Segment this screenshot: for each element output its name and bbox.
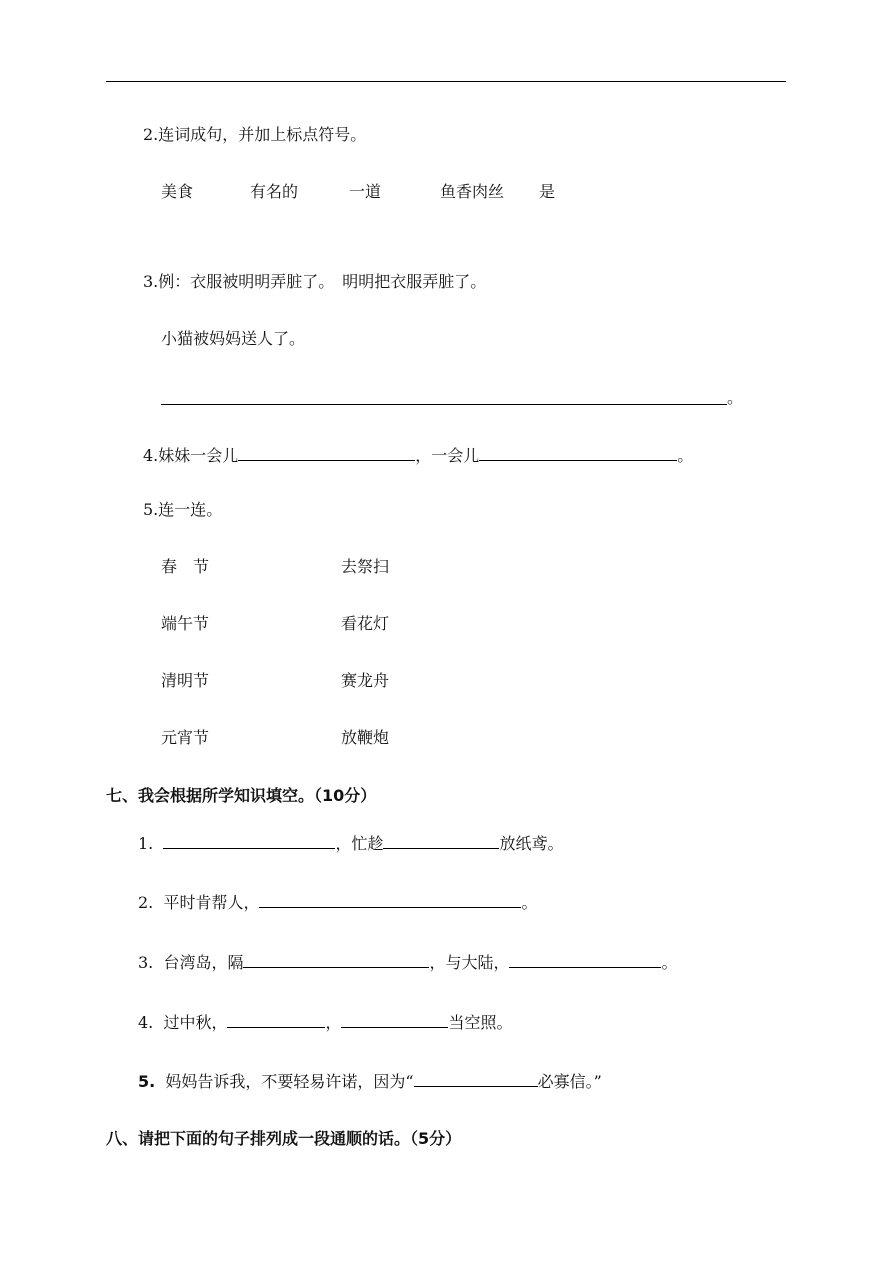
section7-title: 七、我会根据所学知识填空。（10分） — [106, 786, 377, 805]
s7-item3-text-a: 台湾岛，隔 — [163, 953, 244, 972]
q5-right-item: 赛龙舟 — [341, 671, 390, 690]
s7-item2-text-a: 平时肯帮人， — [163, 893, 260, 912]
q2-word: 有名的 — [250, 182, 299, 201]
q4-end: 。 — [677, 446, 694, 465]
s7-item-num: 2. — [138, 893, 154, 912]
q4-prefix: 4.妹妹一会儿 — [143, 446, 239, 465]
s7-item4-text-b: ， — [325, 1013, 342, 1032]
s7-item3-text-b: ，与大陆， — [429, 953, 510, 972]
s7-item3-blank-1[interactable] — [243, 951, 429, 968]
s7-item4-text-a: 过中秋， — [163, 1013, 228, 1032]
s7-item-num: 3. — [138, 953, 154, 972]
s7-item4-text-c: 当空照。 — [448, 1013, 513, 1032]
q5-left-item: 清明节 — [161, 671, 210, 690]
s7-item5-text-a: 妈妈告诉我，不要轻易许诺，因为“ — [165, 1072, 414, 1091]
q2-prompt: 2.连词成句，并加上标点符号。 — [143, 125, 367, 144]
s7-item1-text-a: ，忙趁 — [335, 834, 384, 853]
s7-item1-text-b: 放纸鸢。 — [499, 834, 564, 853]
q4-line — [143, 444, 693, 466]
s7-item2-blank-1[interactable] — [259, 891, 521, 908]
section8-title: 八、请把下面的句子排列成一段通顺的话。（5分） — [106, 1129, 462, 1148]
header-rule — [106, 81, 786, 82]
q5-left-item: 端午节 — [161, 614, 210, 633]
s7-item-num: 1. — [138, 834, 154, 853]
q5-left-item: 春 节 — [161, 557, 210, 576]
s7-item-num: 4. — [138, 1013, 154, 1032]
s7-item1-blank-2[interactable] — [383, 832, 499, 849]
s7-item-1 — [138, 832, 563, 854]
q5-right-item: 放鞭炮 — [341, 728, 390, 747]
q3-sentence: 小猫被妈妈送人了。 — [161, 329, 306, 348]
q2-word: 美食 — [161, 182, 194, 201]
s7-item-num: 5. — [138, 1072, 156, 1091]
q2-word: 一道 — [349, 182, 382, 201]
s7-item1-blank-1[interactable] — [163, 832, 335, 849]
q3-prompt: 3.例：衣服被明明弄脏了。 明明把衣服弄脏了。 — [143, 272, 487, 291]
q5-right-item: 看花灯 — [341, 614, 390, 633]
q4-blank-2[interactable] — [479, 444, 677, 461]
s7-item4-blank-2[interactable] — [341, 1011, 448, 1028]
q4-blank-1[interactable] — [238, 444, 415, 461]
s7-item-4 — [138, 1011, 512, 1033]
s7-item-5 — [138, 1070, 602, 1092]
s7-item3-text-c: 。 — [661, 953, 678, 972]
s7-item5-blank-1[interactable] — [414, 1070, 538, 1087]
q3-end-punct: 。 — [727, 388, 744, 407]
q2-word: 是 — [539, 182, 556, 201]
q3-answer-line[interactable] — [161, 404, 727, 405]
s7-item2-text-b: 。 — [521, 893, 538, 912]
q5-right-item: 去祭扫 — [341, 557, 390, 576]
q5-prompt: 5.连一连。 — [143, 500, 223, 519]
q2-word: 鱼香肉丝 — [440, 182, 505, 201]
q4-mid: ，一会儿 — [415, 446, 480, 465]
s7-item-2 — [138, 891, 537, 913]
q5-left-item: 元宵节 — [161, 728, 210, 747]
s7-item3-blank-2[interactable] — [509, 951, 661, 968]
s7-item-3 — [138, 951, 677, 973]
s7-item4-blank-1[interactable] — [227, 1011, 325, 1028]
s7-item5-text-b: 必寡信。” — [537, 1072, 602, 1091]
